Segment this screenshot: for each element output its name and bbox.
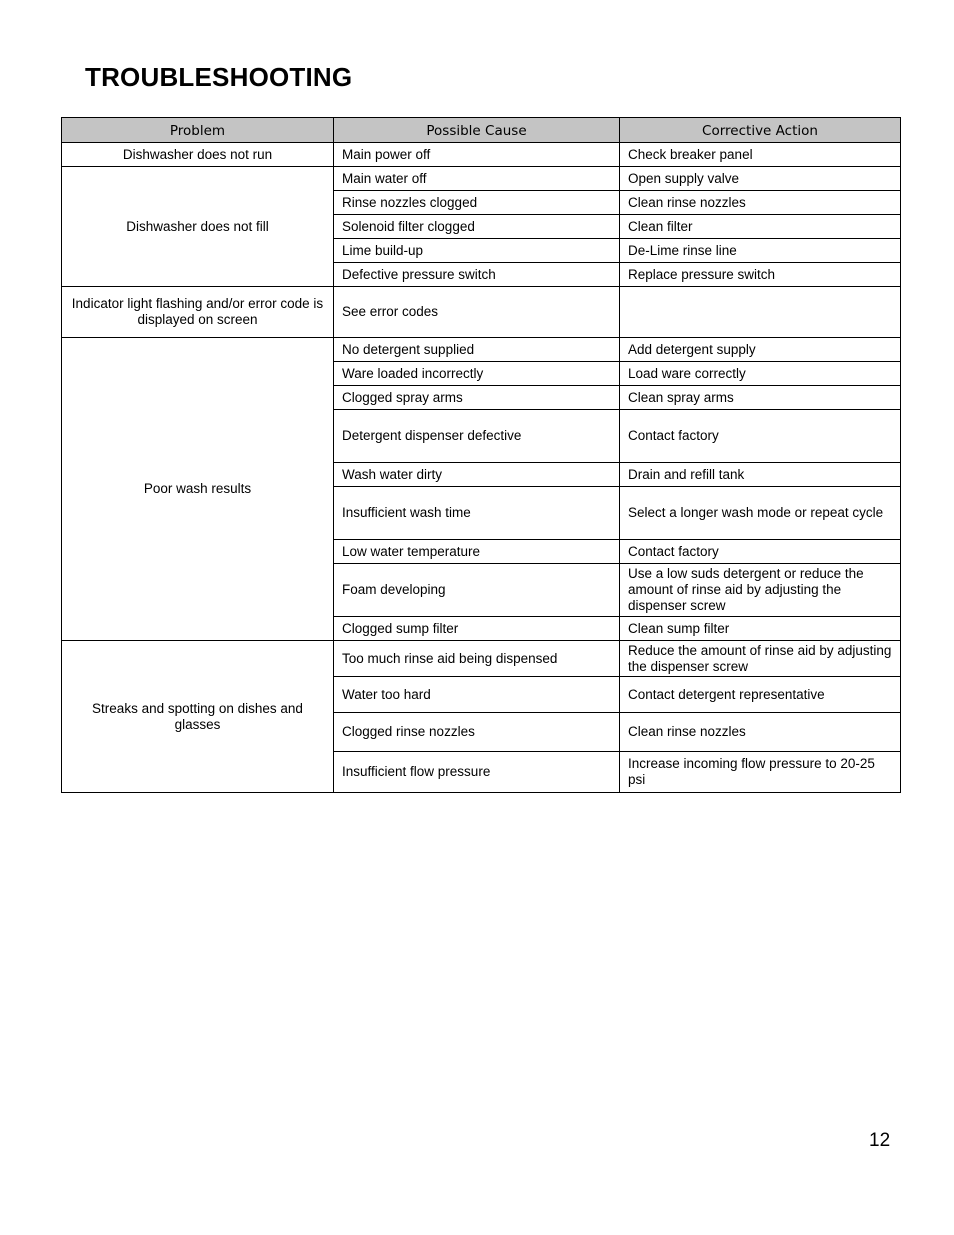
cause-cell: Main power off <box>334 143 620 167</box>
table-row <box>62 287 901 338</box>
action-cell: Contact detergent representative <box>620 677 901 713</box>
problem-cell: Poor wash results <box>62 338 334 641</box>
header-problem: Problem <box>62 118 334 143</box>
action-cell: Contact factory <box>620 540 901 564</box>
action-cell <box>620 287 901 338</box>
table-header-row <box>62 118 901 143</box>
cause-cell: See error codes <box>334 287 620 338</box>
cause-cell: Main water off <box>334 167 620 191</box>
problem-cell: Dishwasher does not run <box>62 143 334 167</box>
action-cell: Contact factory <box>620 410 901 463</box>
cause-cell: Water too hard <box>334 677 620 713</box>
action-cell: Clean sump filter <box>620 617 901 641</box>
action-cell: Drain and refill tank <box>620 463 901 487</box>
action-cell: Select a longer wash mode or repeat cycle <box>620 487 901 540</box>
page-title: TROUBLESHOOTING <box>85 62 353 92</box>
action-cell: Clean rinse nozzles <box>620 191 901 215</box>
action-cell: Load ware correctly <box>620 362 901 386</box>
header-corrective-action: Corrective Action <box>620 118 901 143</box>
action-cell: Check breaker panel <box>620 143 901 167</box>
action-cell: Clean rinse nozzles <box>620 713 901 752</box>
action-cell: De-Lime rinse line <box>620 239 901 263</box>
cause-cell: Wash water dirty <box>334 463 620 487</box>
troubleshooting-table <box>61 117 901 793</box>
header-possible-cause: Possible Cause <box>334 118 620 143</box>
action-cell: Clean filter <box>620 215 901 239</box>
cause-cell: Insufficient flow pressure <box>334 752 620 793</box>
action-cell: Add detergent supply <box>620 338 901 362</box>
table-row <box>62 167 901 191</box>
cause-cell: No detergent supplied <box>334 338 620 362</box>
action-cell: Increase incoming flow pressure to 20-25 psi <box>620 752 901 793</box>
cause-cell: Clogged sump filter <box>334 617 620 641</box>
action-cell: Use a low suds detergent or reduce the amount of rinse aid by adjusting the dispenser screw <box>620 564 901 617</box>
problem-cell: Streaks and spotting on dishes and glasses <box>62 641 334 793</box>
problem-cell: Dishwasher does not fill <box>62 167 334 287</box>
cause-cell: Foam developing <box>334 564 620 617</box>
cause-cell: Detergent dispenser defective <box>334 410 620 463</box>
action-cell: Clean spray arms <box>620 386 901 410</box>
table-row <box>62 143 901 167</box>
cause-cell: Clogged spray arms <box>334 386 620 410</box>
action-cell: Open supply valve <box>620 167 901 191</box>
cause-cell: Lime build-up <box>334 239 620 263</box>
cause-cell: Low water temperature <box>334 540 620 564</box>
table-row <box>62 641 901 677</box>
cause-cell: Insufficient wash time <box>334 487 620 540</box>
cause-cell: Rinse nozzles clogged <box>334 191 620 215</box>
cause-cell: Too much rinse aid being dispensed <box>334 641 620 677</box>
cause-cell: Ware loaded incorrectly <box>334 362 620 386</box>
problem-cell: Indicator light flashing and/or error code is displayed on screen <box>62 287 334 338</box>
cause-cell: Solenoid filter clogged <box>334 215 620 239</box>
table-row <box>62 338 901 362</box>
page-number: 12 <box>869 1130 891 1151</box>
cause-cell: Clogged rinse nozzles <box>334 713 620 752</box>
action-cell: Reduce the amount of rinse aid by adjusting the dispenser screw <box>620 641 901 677</box>
action-cell: Replace pressure switch <box>620 263 901 287</box>
cause-cell: Defective pressure switch <box>334 263 620 287</box>
